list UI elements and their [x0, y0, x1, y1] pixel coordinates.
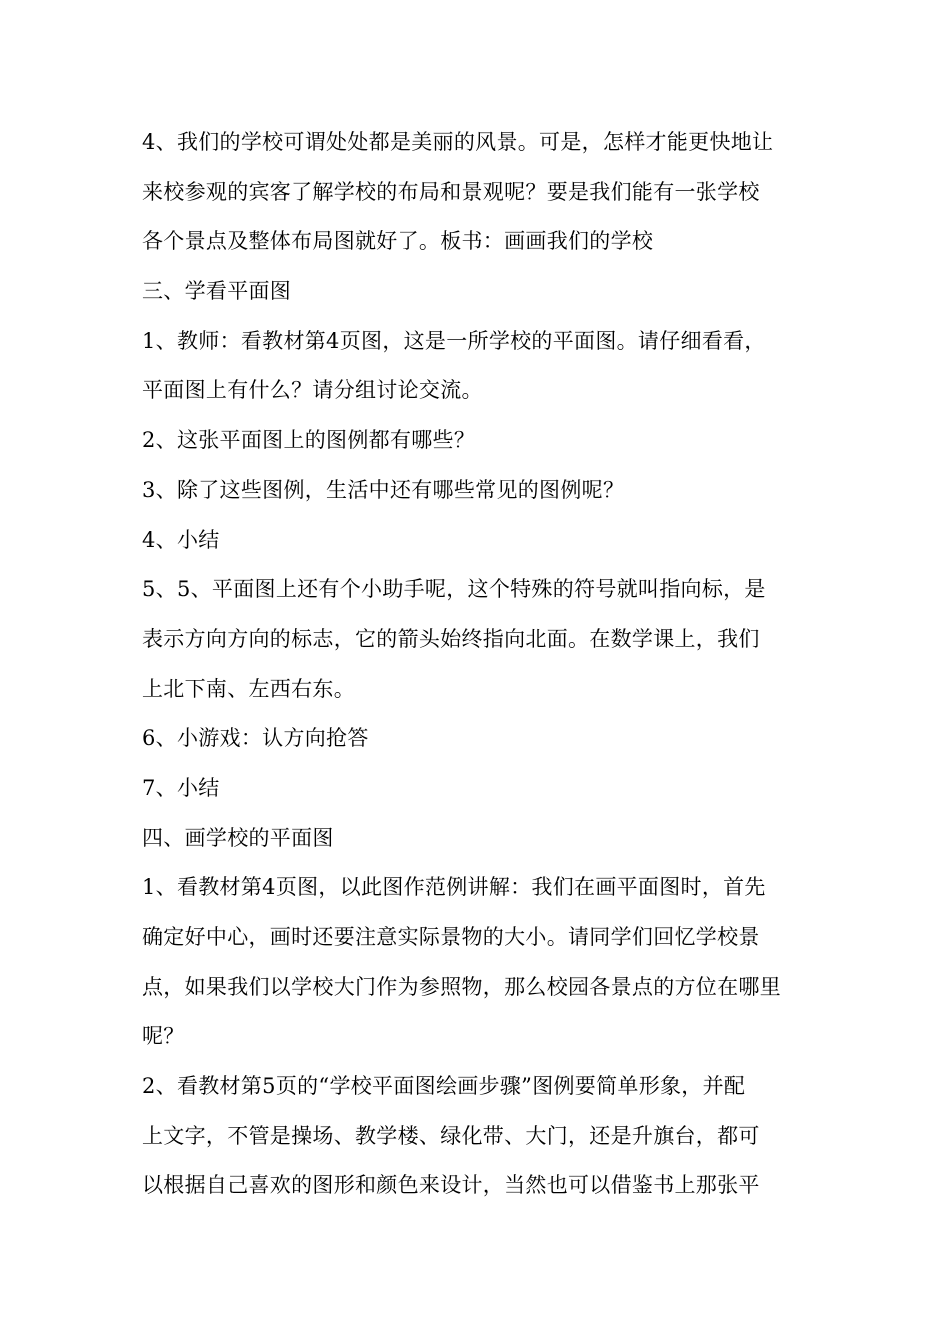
text-line: 2、这张平面图上的图例都有哪些？: [142, 428, 476, 453]
section-heading: 四、画学校的平面图: [142, 825, 334, 850]
text-line: 4、小结: [142, 527, 220, 552]
text-line: 1、教师：看教材第4页图，这是一所学校的平面图。请仔细看看，: [142, 328, 766, 353]
text-line: 1、看教材第4页图，以此图作范例讲解：我们在画平面图时，首先: [142, 875, 766, 900]
text-line: 各个景点及整体布局图就好了。板书：画画我们的学校: [142, 229, 654, 254]
text-line: 上文字，不管是操场、教学楼、绿化带、大门，还是升旗台，都可: [142, 1123, 760, 1148]
text-line: 上北下南、左西右东。: [142, 676, 355, 701]
text-line: 点，如果我们以学校大门作为参照物，那么校园各景点的方位在哪里: [142, 974, 781, 999]
document-body: [142, 118, 822, 1211]
text-line: 5、5、平面图上还有个小助手呢，这个特殊的符号就叫指向标，是: [142, 577, 766, 602]
text-line: 6、小游戏：认方向抢答: [142, 726, 369, 751]
text-line: 4、我们的学校可谓处处都是美丽的风景。可是，怎样才能更快地让: [142, 130, 774, 154]
text-line: 呢？: [142, 1024, 185, 1049]
text-line: 3、除了这些图例，生活中还有哪些常见的图例呢？: [142, 477, 625, 502]
text-line: 以根据自己喜欢的图形和颜色来设计，当然也可以借鉴书上那张平: [142, 1173, 760, 1198]
text-line: 确定好中心，画时还要注意实际景物的大小。请同学们回忆学校景: [142, 925, 760, 949]
text-line: 2、看教材第5页的“学校平面图绘画步骤”图例要简单形象，并配: [142, 1074, 746, 1099]
text-line: 来校参观的宾客了解学校的布局和景观呢？要是我们能有一张学校: [142, 179, 760, 204]
text-line: 平面图上有什么？请分组讨论交流。: [142, 378, 483, 403]
text-line: 7、小结: [142, 775, 220, 800]
text-line: 表示方向方向的标志，它的箭头始终指向北面。在数学课上，我们: [142, 626, 760, 651]
section-heading: 三、学看平面图: [142, 279, 292, 304]
